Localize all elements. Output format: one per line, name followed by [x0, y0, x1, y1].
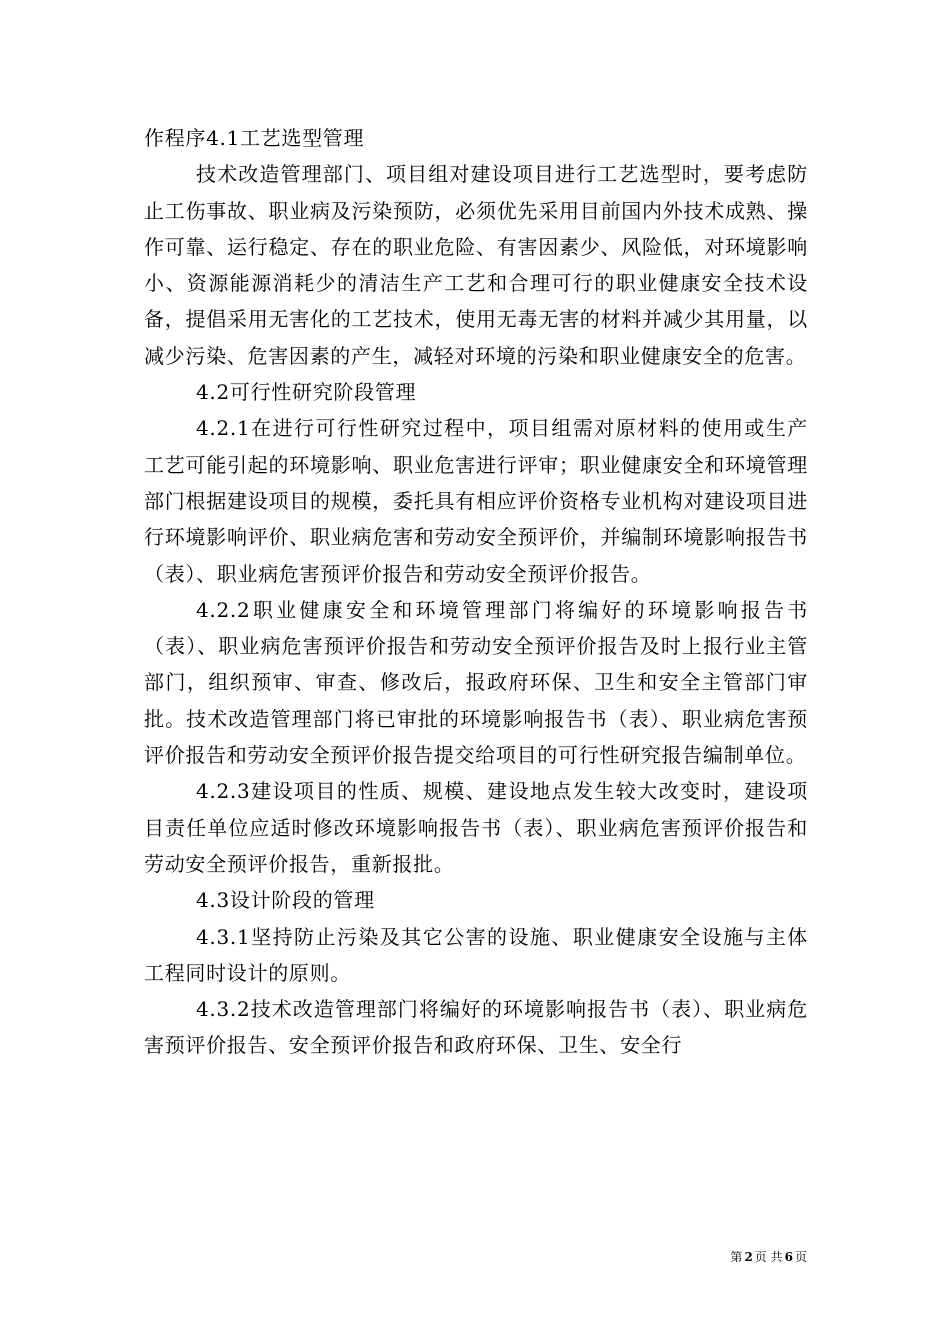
paragraph-2: 技术改造管理部门、项目组对建设项目进行工艺选型时，要考虑防止工伤事故、职业病及污染预防，必须优先采用目前国内外技术成熟、操作可靠、运行稳定、存在的职业危险、有害因素少、风险低，对环境影响小、资源能源消耗少的清洁生产工艺和合理可行的职业健康安全技术设备，提倡采用无害化的工艺技术，使用无毒无害的材料并减少其用量，以减少污染、危害因素的产生，减轻对环境的污染和职业健康安全的危害。	[144, 162, 808, 368]
paragraph-7: 4.3设计阶段的管理	[196, 888, 375, 913]
footer-middle: 页 共	[754, 1250, 783, 1264]
paragraph-8: 4.3.1坚持防止污染及其它公害的设施、职业健康安全设施与主体工程同时设计的原则。	[144, 924, 808, 985]
paragraph-1: 作程序4.1工艺选型管理	[144, 126, 365, 150]
footer-prefix: 第	[730, 1250, 743, 1264]
paragraph-9: 4.3.2技术改造管理部门将编好的环境影响报告书（表）、职业病危害预评价报告、安全预评价报告和政府环保、卫生、安全行	[144, 997, 808, 1058]
paragraph-4: 4.2.1在进行可行性研究过程中，项目组需对原材料的使用或生产工艺可能引起的环境影响、职业危害进行评审；职业健康安全和环境管理部门根据建设项目的规模，委托具有相应评价资格专业机构对建设项目进行环境影响评价、职业病危害和劳动安全预评价，并编制环境影响报告书（表）、职业病危害预评价报告和劳动安全预评价报告。	[144, 416, 808, 586]
page-number-footer	[730, 1248, 807, 1265]
paragraph-3: 4.2可行性研究阶段管理	[196, 380, 417, 405]
total-page-number: 6	[784, 1250, 793, 1264]
paragraph-5: 4.2.2职业健康安全和环境管理部门将编好的环境影响报告书（表）、职业病危害预评价报告和劳动安全预评价报告及时上报行业主管部门，组织预审、审查、修改后，报政府环保、卫生和安全主管部门审批。技术改造管理部门将已审批的环境影响报告书（表）、职业病危害预评价报告和劳动安全预评价报告提交给项目的可行性研究报告编制单位。	[144, 597, 808, 768]
paragraph-6: 4.2.3建设项目的性质、规模、建设地点发生较大改变时，建设项目责任单位应适时修改环境影响报告书（表）、职业病危害预评价报告和劳动安全预评价报告，重新报批。	[144, 779, 808, 876]
footer-suffix: 页	[794, 1250, 807, 1264]
document-body	[144, 120, 808, 1064]
current-page-number: 2	[744, 1250, 753, 1264]
